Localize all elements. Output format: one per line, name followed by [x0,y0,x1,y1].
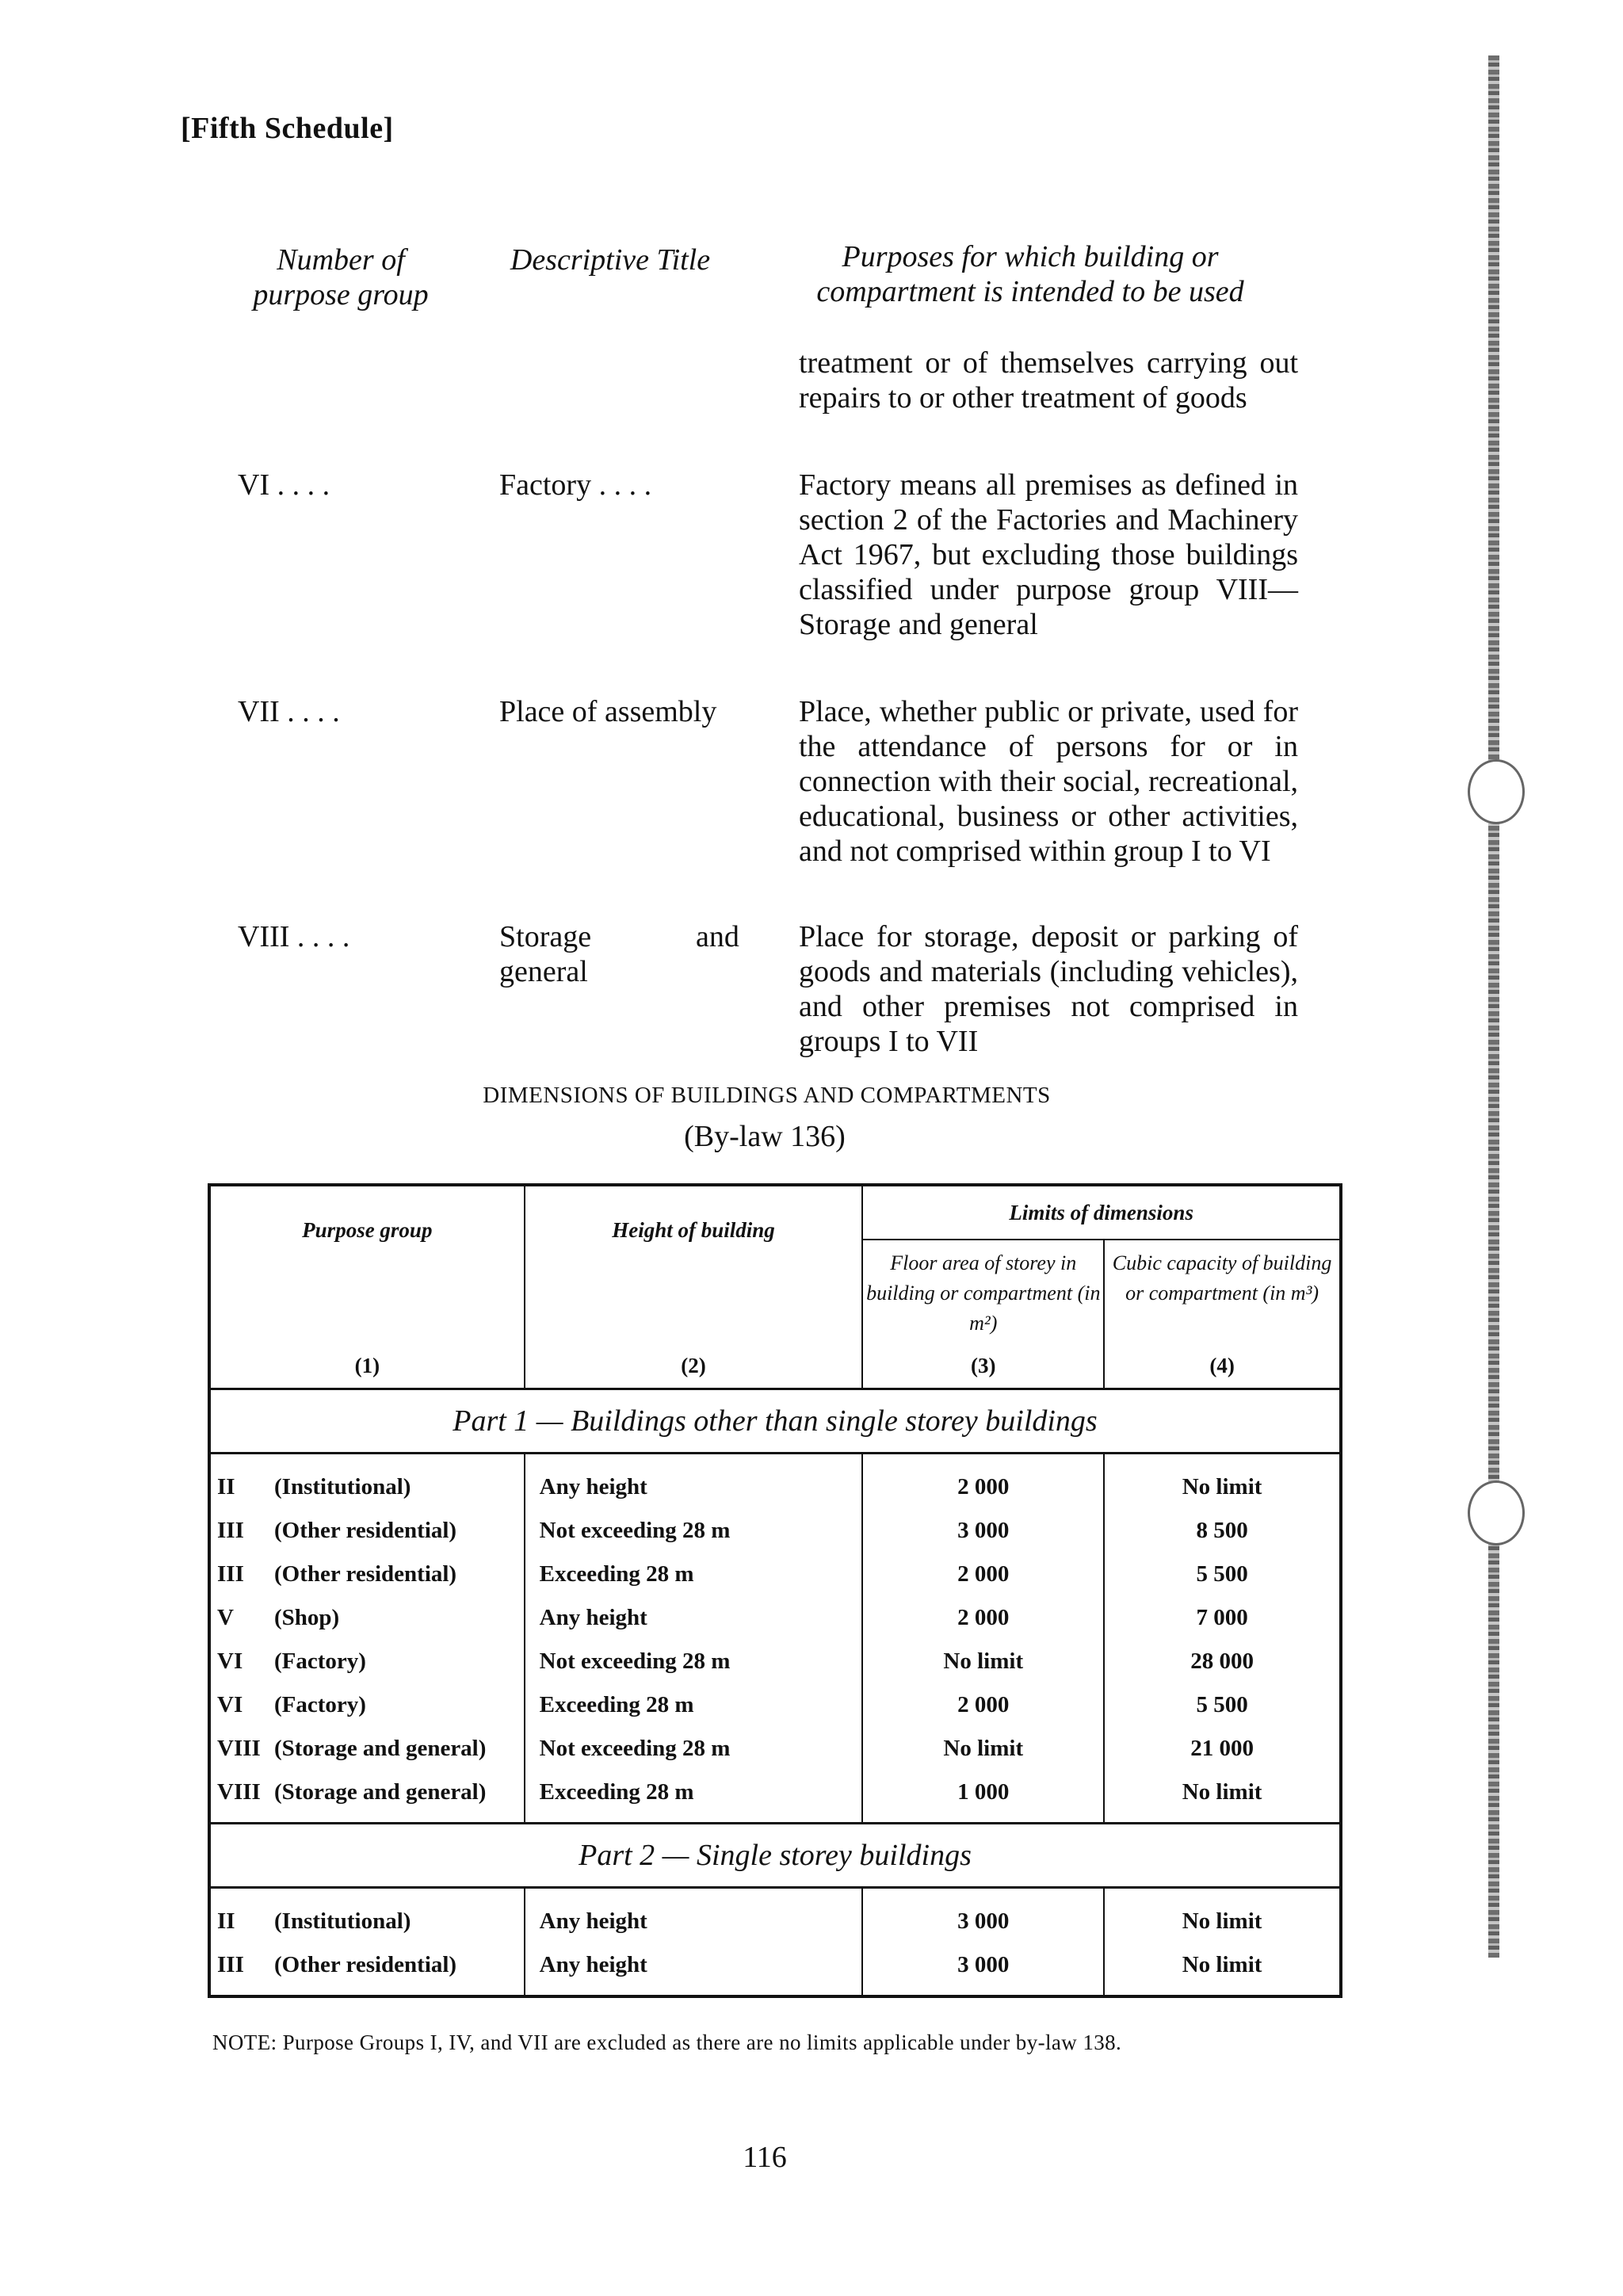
group-number: VI . . . . [238,468,330,502]
group-number: VII . . . . [238,695,340,728]
table-row: V (Shop) Any height 2 000 7 000 [209,1596,1341,1640]
part1-title: Part 1 — Buildings other than single storey buildings [209,1389,1341,1454]
group-title-line2: general [499,955,588,988]
header-height: Height of building [525,1185,863,1339]
header-purpose-group: Purpose group [209,1185,525,1339]
table-row: III (Other residential) Any height 3 000 No limit [209,1943,1341,1996]
table-row: VI (Factory) Exceeding 28 m 2 000 5 500 [209,1683,1341,1727]
column-number: (1) [209,1339,525,1389]
group-purpose: Place for storage, deposit or parking of goods and materials (including vehicles), and other premises not comprised in groups I to VII [799,920,1298,1058]
group-title-and: and [696,920,739,953]
dimensions-table [208,1183,1342,1998]
group-title: Factory . . . . [499,468,652,502]
punch-hole [1468,1480,1525,1545]
group-number: VIII . . . . [238,920,350,953]
scan-binding-edge [1488,55,1499,1958]
header-limits: Limits of dimensions [862,1185,1341,1240]
column-header-descriptive-title: Descriptive Title [510,243,711,277]
group-title: Storage [499,920,592,953]
header-floor-area: Floor area of storey in building or compartment (in m²) [862,1240,1104,1339]
table-row: III (Other residential) Not exceeding 28 m 3 000 8 500 [209,1509,1341,1553]
table-row: III (Other residential) Exceeding 28 m 2 000 5 500 [209,1553,1341,1596]
group-purpose: Factory means all premises as defined in section 2 of the Factories and Machinery Act 1967, but excluding those buildings classified under purpose group VIII—Storage and general [799,468,1298,641]
part2-title: Part 2 — Single storey buildings [209,1824,1341,1888]
table-note: NOTE: Purpose Groups I, IV, and VII are excluded as there are no limits applicable under by-law 138. [212,2030,1122,2054]
table-row: VI (Factory) Not exceeding 28 m No limit 28 000 [209,1640,1341,1683]
schedule-header: [Fifth Schedule] [181,112,394,145]
table-row: II (Institutional) Any height 2 000 No limit [209,1454,1341,1510]
column-number: (3) [862,1339,1104,1389]
group-purpose: Place, whether public or private, used for the attendance of persons for or in connection with their social, recreational, educational, business or other activities, and not comprised within group I to VI [799,695,1298,868]
page-number: 116 [743,2141,787,2174]
column-number: (2) [525,1339,863,1389]
section-subtitle: (By-law 136) [684,1120,846,1153]
header-cubic-capacity: Cubic capacity of building or compartment (in m³) [1104,1240,1341,1339]
punch-hole [1468,759,1525,824]
group-title: Place of assembly [499,695,717,728]
section-title: DIMENSIONS OF BUILDINGS AND COMPARTMENTS [483,1083,1051,1108]
table-row: VIII (Storage and general) Exceeding 28 m 1 000 No limit [209,1771,1341,1824]
table-row: II (Institutional) Any height 3 000 No limit [209,1888,1341,1944]
column-header-purposes: Purposes for which building or compartment is intended to be used [816,240,1244,308]
column-number: (4) [1104,1339,1341,1389]
continuation-text: treatment or of themselves carrying out repairs to or other treatment of goods [799,346,1298,415]
column-header-number: Number of purpose group [253,243,429,311]
table-row: VIII (Storage and general) Not exceeding 28 m No limit 21 000 [209,1727,1341,1771]
